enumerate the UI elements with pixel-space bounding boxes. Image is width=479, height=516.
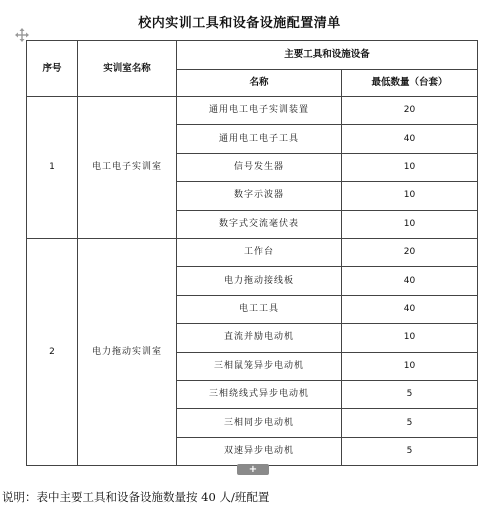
cell-item-name: 电力拖动接线板	[177, 267, 342, 295]
cell-seq: 1	[27, 97, 78, 239]
cell-item-name: 直流并励电动机	[177, 324, 342, 352]
cell-seq: 2	[27, 238, 78, 465]
header-room-name: 实训室名称	[78, 41, 177, 97]
cell-item-name: 通用电工电子实训装置	[177, 97, 342, 125]
cell-item-qty: 20	[342, 238, 478, 266]
cell-item-qty: 40	[342, 295, 478, 323]
cell-item-name: 双速异步电动机	[177, 437, 342, 465]
equipment-table	[26, 40, 478, 466]
cell-room-name: 电力拖动实训室	[78, 238, 177, 465]
cell-item-name: 电工工具	[177, 295, 342, 323]
cell-item-qty: 10	[342, 324, 478, 352]
cell-item-name: 工作台	[177, 238, 342, 266]
cell-item-qty: 20	[342, 97, 478, 125]
cell-item-qty: 40	[342, 267, 478, 295]
cell-item-qty: 40	[342, 125, 478, 153]
header-item-name: 名称	[177, 70, 342, 97]
table-row	[27, 238, 478, 266]
cell-item-name: 通用电工电子工具	[177, 125, 342, 153]
plus-icon: +	[248, 464, 258, 475]
add-row-button[interactable]	[237, 464, 269, 475]
cell-item-name: 数字式交流毫伏表	[177, 210, 342, 238]
cell-item-qty: 10	[342, 182, 478, 210]
cell-item-name: 三相绕线式异步电动机	[177, 380, 342, 408]
cell-item-qty: 5	[342, 437, 478, 465]
header-main-group: 主要工具和设施设备	[177, 41, 478, 70]
footnote: 说明：表中主要工具和设备设施数量按 40 人/班配置	[2, 490, 270, 504]
cell-item-qty: 5	[342, 380, 478, 408]
cell-room-name: 电工电子实训室	[78, 97, 177, 239]
header-row-top	[27, 41, 478, 70]
header-min-qty: 最低数量（台套）	[342, 70, 478, 97]
cell-item-name: 三相鼠笼异步电动机	[177, 352, 342, 380]
cell-item-name: 信号发生器	[177, 153, 342, 181]
document-title: 校内实训工具和设备设施配置清单	[138, 16, 341, 31]
cell-item-qty: 5	[342, 409, 478, 437]
cell-item-name: 三相同步电动机	[177, 409, 342, 437]
table-body	[27, 41, 478, 466]
cell-item-qty: 10	[342, 210, 478, 238]
table-row	[27, 97, 478, 125]
cell-item-qty: 10	[342, 352, 478, 380]
cell-item-qty: 10	[342, 153, 478, 181]
cell-item-name: 数字示波器	[177, 182, 342, 210]
header-seq: 序号	[27, 41, 78, 97]
